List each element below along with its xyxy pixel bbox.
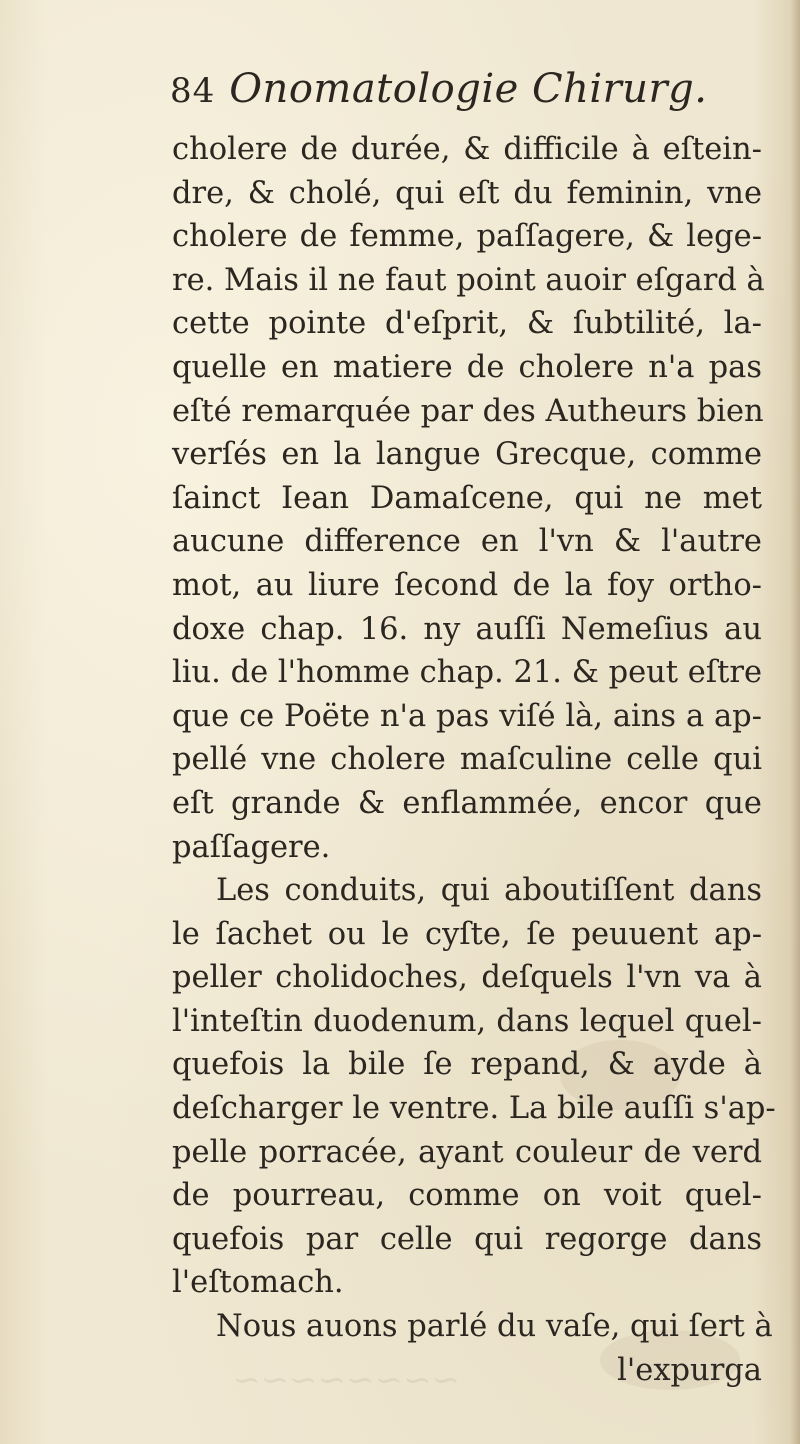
- text-line: pelle porracée, ayant couleur de verd: [172, 1134, 762, 1170]
- text-line: eſt grande & enflammée, encor que: [172, 785, 762, 821]
- text-line: quefois la bile ſe repand, & ayde à: [172, 1047, 762, 1083]
- text-line: cholere de durée, & difficile à eſtein-: [172, 132, 762, 167]
- text-line: que ce Poëte n'a pas viſé là, ains a ap-: [172, 698, 762, 734]
- text-line: dre, & cholé, qui eſt du feminin, vne: [172, 175, 762, 211]
- text-line: cholere de femme, paſſagere, & lege-: [172, 219, 762, 255]
- text-line: peller cholidoches, deſquels l'vn va à: [172, 960, 762, 996]
- text-line: cette pointe d'eſprit, & ſubtilité, la-: [172, 306, 762, 342]
- text-line: l'inteſtin duodenum, dans lequel quel-: [172, 1003, 762, 1039]
- text-line: le ſachet ou le cyſte, ſe peuuent ap-: [172, 916, 762, 952]
- text-line: verſés en la langue Grecque, comme: [172, 437, 762, 473]
- page-number: 84: [170, 71, 216, 111]
- text-line: de pourreau, comme on voit quel-: [172, 1178, 762, 1214]
- running-title: Onomatologie Chirurg.: [229, 66, 708, 112]
- text-line: re. Mais il ne faut point auoir eſgard à: [172, 262, 765, 298]
- text-line: quefois par celle qui regorge dans: [172, 1221, 762, 1257]
- text-line: mot, au liure ſecond de la foy ortho-: [172, 567, 762, 603]
- text-line: ſainct Iean Damaſcene, qui ne met: [172, 480, 762, 516]
- page-header: [170, 66, 770, 128]
- bleed-through-shadow: ~~~~~~~~: [232, 1360, 460, 1400]
- page-edge-shadow: [790, 0, 800, 1444]
- paragraph-start-line: Les conduits, qui aboutiſſent dans: [216, 873, 762, 909]
- text-line: quelle en matiere de cholere n'a pas: [172, 349, 762, 385]
- paragraph-start-line: Nous auons parlé du vaſe, qui ſert à: [216, 1309, 773, 1345]
- text-line: aucune difference en l'vn & l'autre: [172, 524, 762, 560]
- paragraph-end-line: l'eſtomach.: [172, 1265, 344, 1301]
- text-line: liu. de l'homme chap. 21. & peut eſtre: [172, 655, 762, 691]
- catchword: l'expurga: [617, 1352, 762, 1388]
- text-line: doxe chap. 16. ny auſſi Nemeſius au: [172, 611, 762, 647]
- body-text: [172, 128, 776, 1392]
- text-line: eſté remarquée par des Autheurs bien: [172, 393, 764, 429]
- text-line: deſcharger le ventre. La bile auſſi s'ap-: [172, 1091, 776, 1127]
- text-line: pellé vne cholere maſculine celle qui: [172, 742, 762, 778]
- paragraph-end-line: paſſagere.: [172, 829, 331, 865]
